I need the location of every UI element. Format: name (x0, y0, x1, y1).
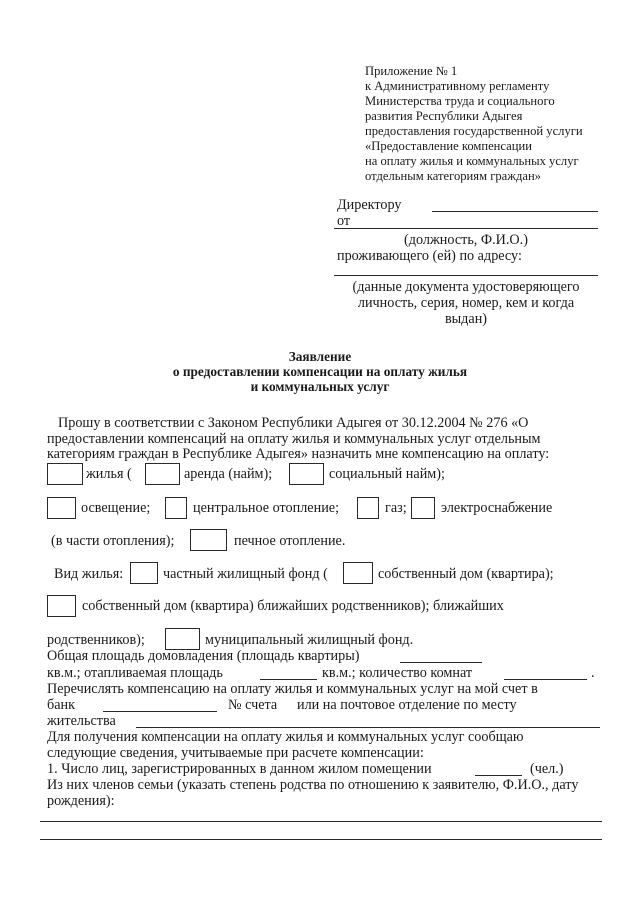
title-line: Заявление (288, 349, 352, 364)
heated-area-label: кв.м.; отапливаемая площадь (47, 665, 223, 681)
rent-label: аренда (найм); (184, 466, 273, 482)
appendix-line: Приложение № 1 (365, 64, 458, 78)
stove-heating-checkbox[interactable] (190, 529, 227, 551)
rent-checkbox[interactable] (145, 463, 180, 485)
persons-unit: (чел.) (530, 761, 564, 777)
residing-label: проживающего (ей) по адресу: (337, 248, 522, 264)
total-area-label: Общая площадь домовладения (площадь квартиры) (47, 648, 360, 664)
social-rent-checkbox[interactable] (289, 463, 324, 485)
rooms-line[interactable] (504, 679, 587, 680)
account-label: № счета (228, 697, 278, 713)
appendix-line: «Предоставление компенсации (365, 139, 532, 153)
intro-line: категориям граждан в Республике Адыгея» назначить мне компенсацию на оплату: (47, 446, 550, 462)
family-label: Из них членов семьи (указать степень родства по отношению к заявителю, Ф.И.О., дату (47, 777, 579, 793)
municipal-label: муниципальный жилищный фонд. (205, 632, 414, 648)
appendix-line: развития Республики Адыгея (365, 109, 523, 123)
rooms-dot: . (591, 665, 595, 681)
title-line: о предоставлении компенсации на оплату жилья (172, 364, 468, 379)
address-line[interactable] (334, 275, 598, 276)
doc-hint: выдан) (444, 311, 488, 327)
from-label: от (337, 213, 351, 229)
housing-checkbox[interactable] (47, 463, 83, 485)
total-area-line[interactable] (400, 662, 482, 663)
housing-label: жилья ( (86, 466, 132, 482)
heated-area-line[interactable] (260, 679, 317, 680)
electricity-checkbox[interactable] (411, 497, 435, 519)
private-fund-label: частный жилищный фонд ( (163, 566, 328, 582)
residence-line[interactable] (136, 727, 600, 728)
residence-label: жительства (47, 713, 116, 729)
persons-label: 1. Число лиц, зарегистрированных в данном жилом помещении (47, 761, 432, 777)
relatives-label: родственников); (47, 632, 145, 648)
housing-type-label: Вид жилья: (54, 566, 124, 582)
inform-line: Для получения компенсации на оплату жилья и коммунальных услуг сообщаю (47, 729, 524, 745)
bank-label: банк (47, 697, 76, 713)
own-house-checkbox[interactable] (343, 562, 373, 584)
doc-hint: (данные документа удостоверяющего (352, 279, 580, 295)
heating-part-label: (в части отопления); (51, 533, 175, 549)
family-writing-line[interactable] (40, 839, 602, 840)
central-heating-label: центральное отопление; (193, 500, 340, 516)
social-rent-label: социальный найм); (329, 466, 445, 482)
family-label: рождения): (47, 793, 115, 809)
relatives-house-checkbox[interactable] (47, 595, 76, 617)
post-label: или на почтовое отделение по месту (297, 697, 517, 713)
lighting-label: освещение; (81, 500, 151, 516)
bank-line[interactable] (103, 711, 217, 712)
from-line[interactable] (334, 228, 598, 229)
relatives-house-label: собственный дом (квартира) ближайших родственников); ближайших (82, 598, 504, 614)
director-line[interactable] (432, 211, 598, 212)
persons-line[interactable] (475, 775, 522, 776)
electricity-label: электроснабжение (441, 500, 553, 516)
rooms-label: кв.м.; количество комнат (322, 665, 473, 681)
transfer-label: Перечислять компенсацию на оплату жилья и коммунальных услуг на мой счет в (47, 681, 538, 697)
municipal-checkbox[interactable] (165, 628, 200, 650)
appendix-line: на оплату жилья и коммунальных услуг (365, 154, 579, 168)
appendix-line: предоставления государственной услуги (365, 124, 583, 138)
title-line: и коммунальных услуг (250, 379, 390, 394)
stove-heating-label: печное отопление. (234, 533, 346, 549)
own-house-label: собственный дом (квартира); (378, 566, 554, 582)
doc-hint: личность, серия, номер, кем и когда (357, 295, 575, 311)
inform-line: следующие сведения, учитываемые при расчете компенсации: (47, 745, 424, 761)
gas-label: газ; (385, 500, 407, 516)
director-label: Директору (337, 197, 402, 213)
gas-checkbox[interactable] (357, 497, 379, 519)
appendix-line: к Административному регламенту (365, 79, 550, 93)
appendix-line: Министерства труда и социального (365, 94, 555, 108)
intro-line: Прошу в соответствии с Законом Республики Адыгея от 30.12.2004 № 276 «О (58, 415, 529, 431)
intro-line: предоставлении компенсаций на оплату жилья и коммунальных услуг отдельным (47, 431, 541, 447)
appendix-line: отдельным категориям граждан» (365, 169, 541, 183)
position-hint: (должность, Ф.И.О.) (404, 232, 528, 248)
lighting-checkbox[interactable] (47, 497, 76, 519)
private-fund-checkbox[interactable] (130, 562, 158, 584)
family-writing-line[interactable] (40, 821, 602, 822)
central-heating-checkbox[interactable] (165, 497, 187, 519)
